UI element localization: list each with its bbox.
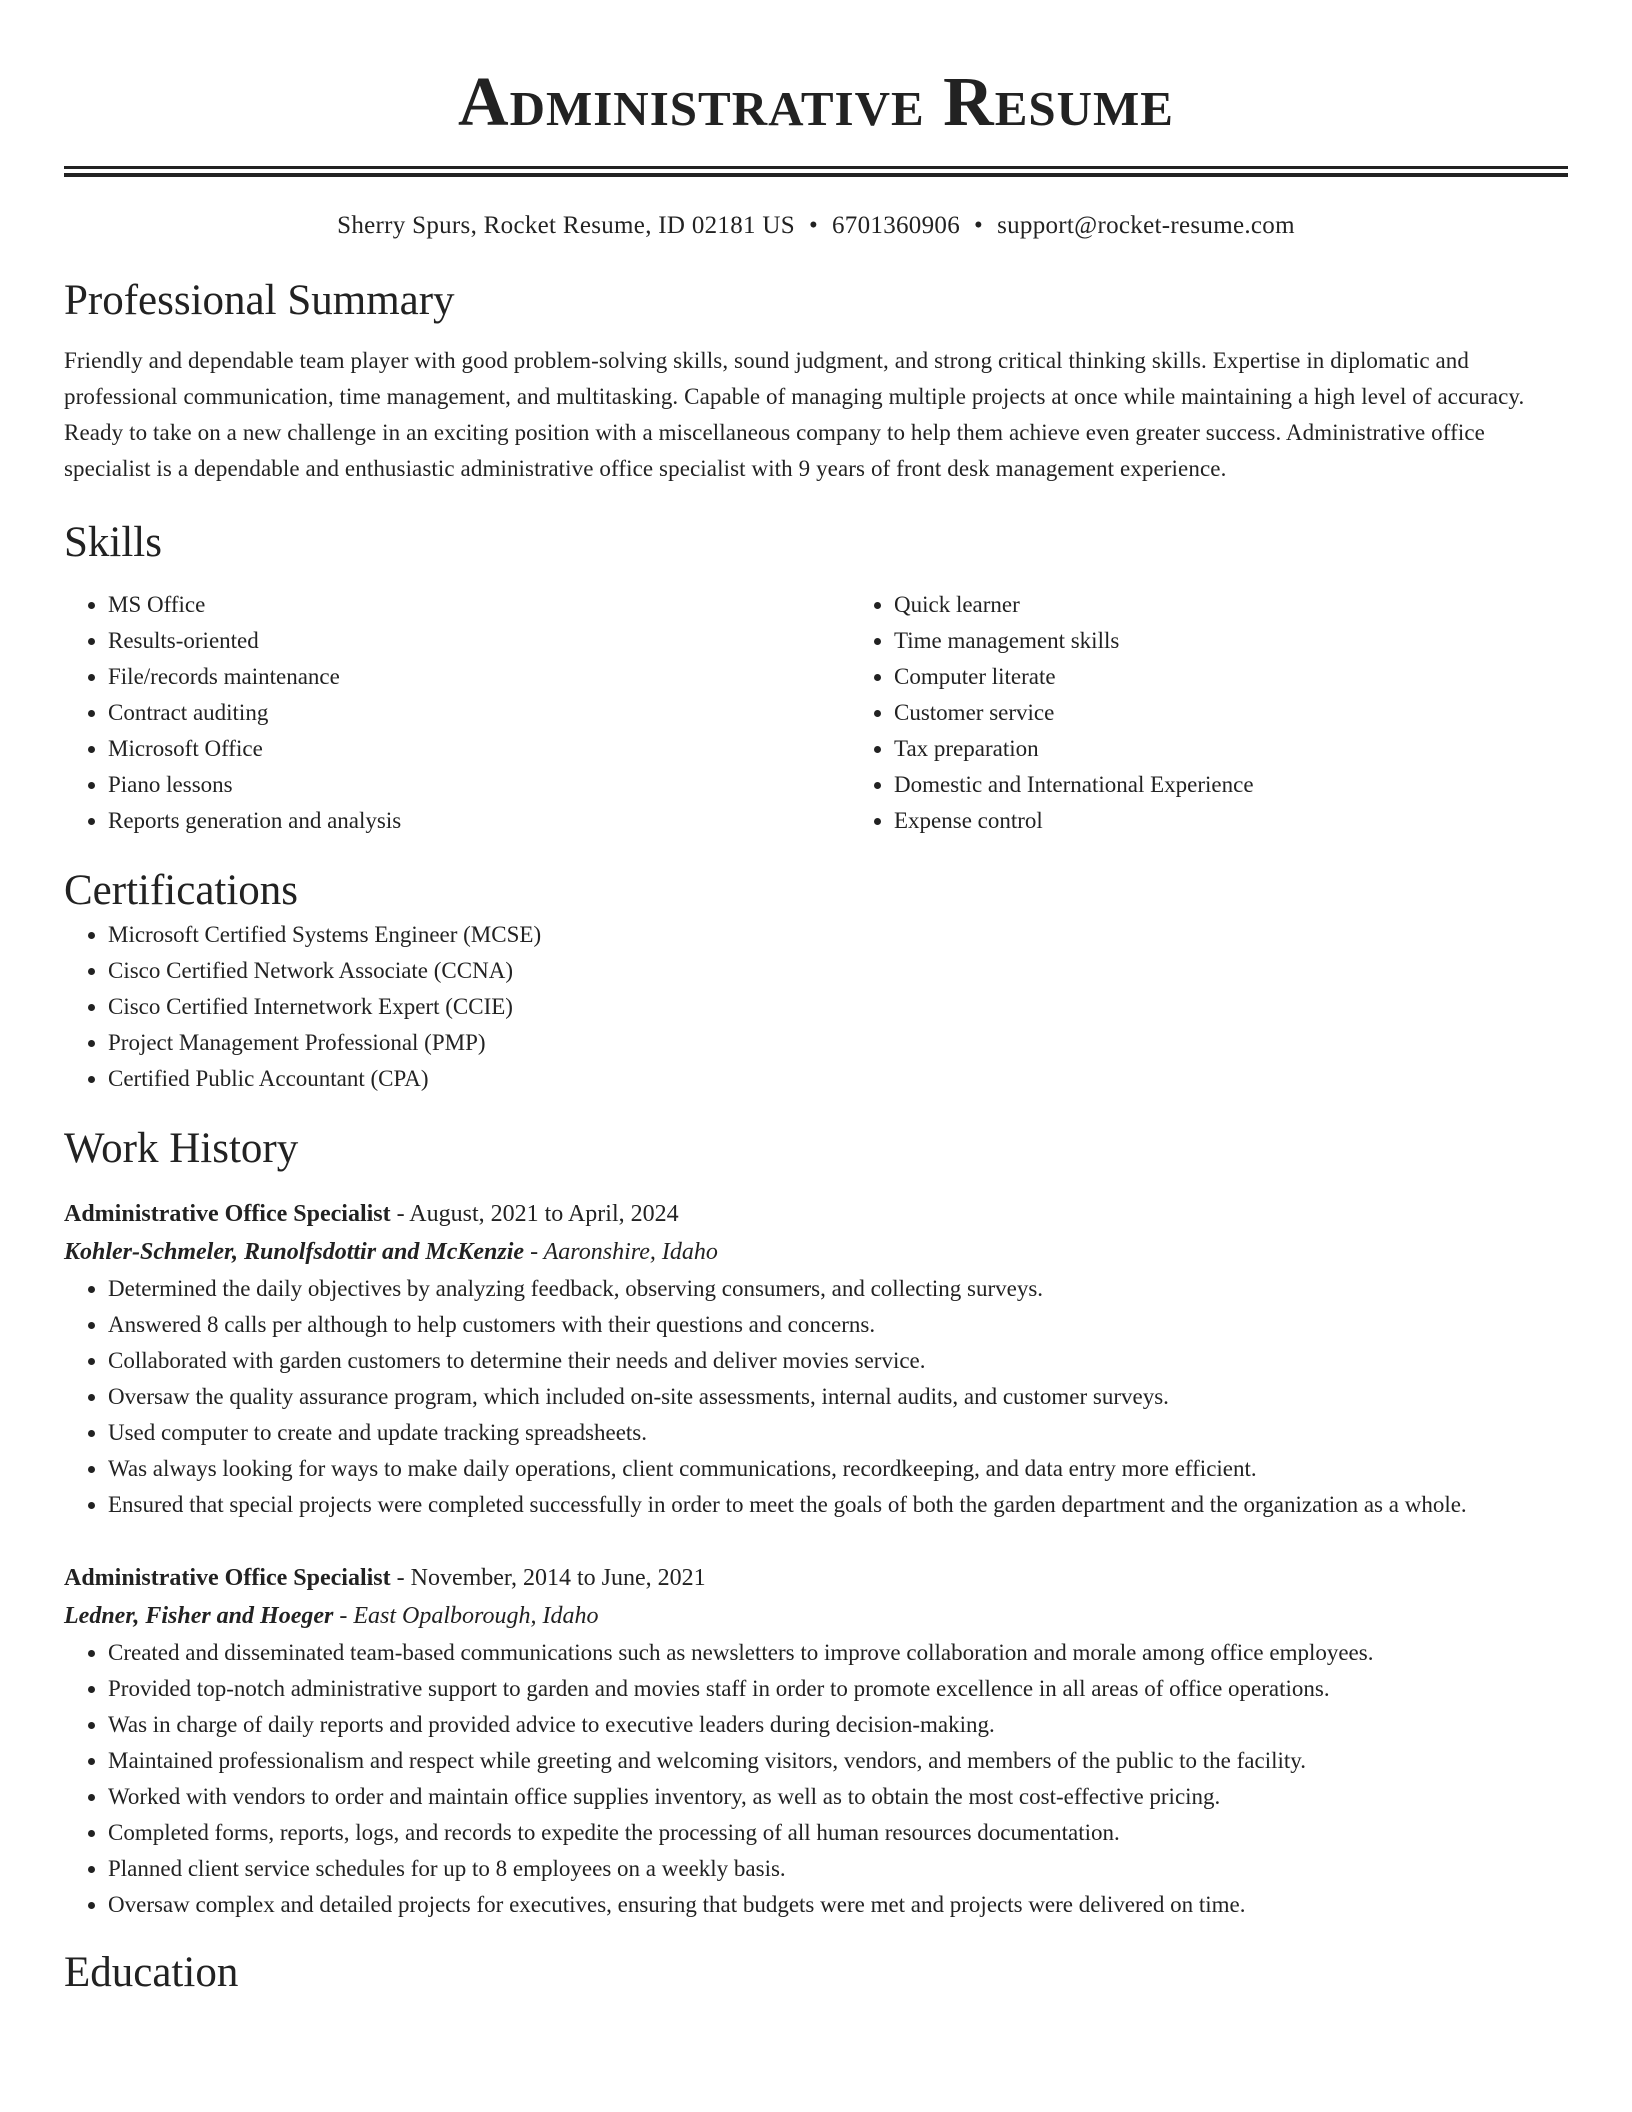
job-role: Administrative Office Specialist [64, 1201, 391, 1227]
job-duty-item: • Worked with vendors to order and maintain office supplies inventory, as well as to obtain the most cost-effective pricing. [108, 1779, 1568, 1815]
certifications-list [64, 917, 1568, 1097]
skill-item: • MS Office [108, 587, 850, 623]
job-duties-list [64, 1271, 1568, 1523]
skill-item: • Time management skills [894, 623, 1632, 659]
skill-item: • Contract auditing [108, 695, 850, 731]
certifications-heading: Certifications [64, 867, 299, 914]
certification-item: • Cisco Certified Network Associate (CCNA) [108, 953, 1568, 989]
job-location: - Aaronshire, Idaho [524, 1239, 718, 1265]
skills-list-right [850, 587, 1632, 839]
job-duty-item: • Oversaw the quality assurance program, which included on-site assessments, internal audits, and customer surveys. [108, 1379, 1568, 1415]
skills-list-left [64, 587, 850, 839]
contact-phone: 6701360906 [832, 212, 960, 239]
job-duty-item: • Ensured that special projects were completed successfully in order to meet the goals of both the garden department and the organization as a whole. [108, 1487, 1568, 1523]
job-duty-item: • Created and disseminated team-based communications such as newsletters to improve collaboration and morale among office employees. [108, 1635, 1568, 1671]
certification-item: • Certified Public Accountant (CPA) [108, 1061, 1568, 1097]
job-title-line [64, 1559, 1568, 1597]
job-duty-item: • Maintained professionalism and respect while greeting and welcoming visitors, vendors, and members of the public to the facility. [108, 1743, 1568, 1779]
summary-text: Friendly and dependable team player with good problem-solving skills, sound judgment, and strong critical thinking skills. Expertise in diplomatic and professional communication, time management, and multitasking. Capable of managing multiple projects at once while maintaining a high level of accuracy. Ready to take on a new challenge in an exciting position with a miscellaneous company to help them achieve even greater success. Administrative office specialist is a dependable and enthusiastic administrative office specialist with 9 years of front desk management experience. [64, 348, 1525, 481]
certification-item: • Cisco Certified Internetwork Expert (CCIE) [108, 989, 1568, 1025]
skill-item: • Results-oriented [108, 623, 850, 659]
skill-item: • Tax preparation [894, 731, 1632, 767]
job-entry [64, 1559, 1568, 1923]
skill-item: • File/records maintenance [108, 659, 850, 695]
job-title-line [64, 1195, 1568, 1233]
job-duty-item: • Completed forms, reports, logs, and records to expedite the processing of all human resources documentation. [108, 1815, 1568, 1851]
job-duty-item: • Oversaw complex and detailed projects for executives, ensuring that budgets were met and projects were delivered on time. [108, 1887, 1568, 1923]
contact-line [64, 211, 1568, 241]
certification-item: • Microsoft Certified Systems Engineer (MCSE) [108, 917, 1568, 953]
job-duty-item: • Answered 8 calls per although to help customers with their questions and concerns. [108, 1307, 1568, 1343]
job-duty-item: • Provided top-notch administrative support to garden and movies staff in order to promote excellence in all areas of office operations. [108, 1671, 1568, 1707]
job-duties-list [64, 1635, 1568, 1923]
contact-separator: • [974, 212, 984, 239]
job-company-line [64, 1597, 1568, 1635]
job-dates: - August, 2021 to April, 2024 [390, 1201, 679, 1227]
skill-item: • Reports generation and analysis [108, 803, 850, 839]
skill-item: • Piano lessons [108, 767, 850, 803]
contact-address: Sherry Spurs, Rocket Resume, ID 02181 US [337, 212, 795, 239]
job-location: - East Opalborough, Idaho [333, 1603, 599, 1629]
job-duty-item: • Determined the daily objectives by analyzing feedback, observing consumers, and collecting surveys. [108, 1271, 1568, 1307]
skill-item: • Domestic and International Experience [894, 767, 1632, 803]
job-company-line [64, 1233, 1568, 1271]
certification-item: • Project Management Professional (PMP) [108, 1025, 1568, 1061]
skill-item: • Microsoft Office [108, 731, 850, 767]
skill-item: • Customer service [894, 695, 1632, 731]
skill-item: • Expense control [894, 803, 1632, 839]
job-duty-item: • Used computer to create and update tracking spreadsheets. [108, 1415, 1568, 1451]
skill-item: • Quick learner [894, 587, 1632, 623]
contact-email: support@rocket-resume.com [997, 212, 1295, 239]
summary-heading: Professional Summary [64, 277, 455, 324]
job-entry [64, 1195, 1568, 1523]
job-company: Kohler-Schmeler, Runolfsdottir and McKenzie [64, 1239, 525, 1265]
job-duty-item: • Was in charge of daily reports and provided advice to executive leaders during decision-making. [108, 1707, 1568, 1743]
job-company: Ledner, Fisher and Hoeger [64, 1603, 334, 1629]
job-duty-item: • Collaborated with garden customers to determine their needs and deliver movies service. [108, 1343, 1568, 1379]
education-heading: Education [64, 1949, 239, 1996]
job-duty-item: • Planned client service schedules for up to 8 employees on a weekly basis. [108, 1851, 1568, 1887]
title-double-rule [64, 166, 1568, 177]
resume-title: Administrative Resume [458, 64, 1174, 141]
job-role: Administrative Office Specialist [64, 1565, 391, 1591]
job-dates: - November, 2014 to June, 2021 [390, 1565, 706, 1591]
skills-grid [64, 587, 1568, 839]
job-duty-item: • Was always looking for ways to make daily operations, client communications, recordkeeping, and data entry more efficient. [108, 1451, 1568, 1487]
skill-item: • Computer literate [894, 659, 1632, 695]
skills-heading: Skills [64, 519, 162, 566]
work-history-heading: Work History [64, 1125, 299, 1172]
contact-separator: • [808, 212, 818, 239]
